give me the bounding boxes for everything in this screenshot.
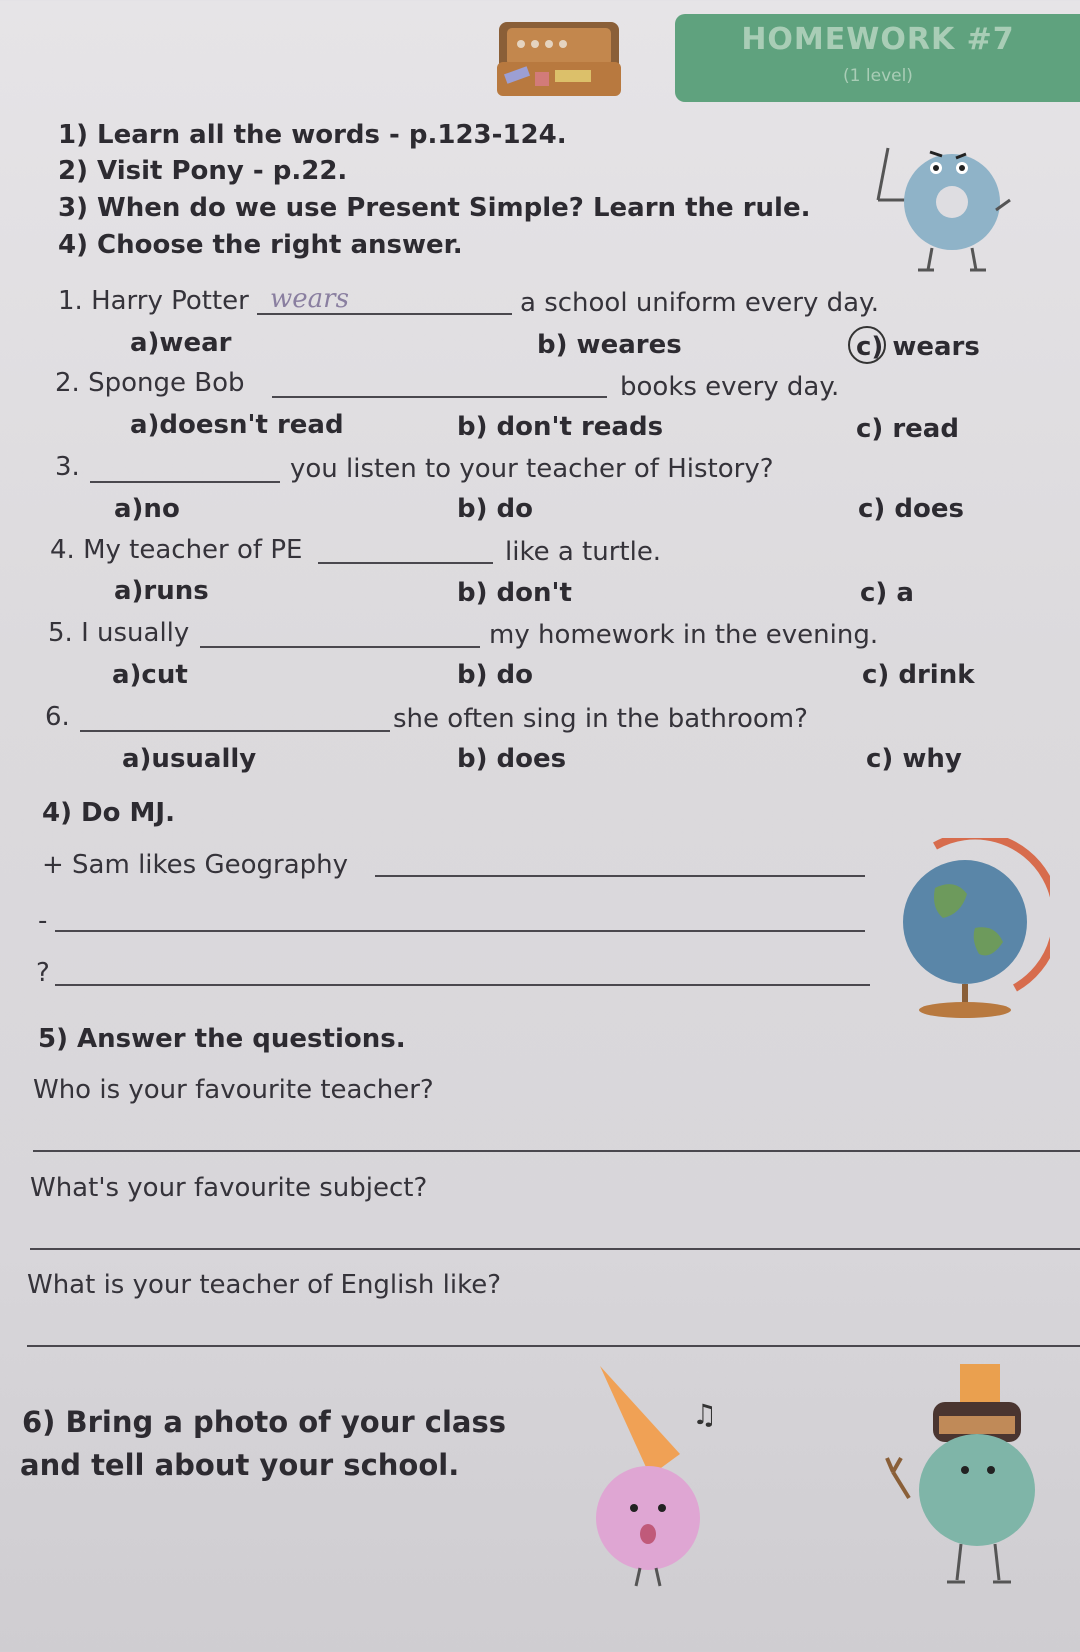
- q2-text-end: books every day.: [620, 372, 840, 402]
- q1-option-b[interactable]: b) weares: [537, 330, 682, 360]
- task-2: 2) Visit Pony - p.22.: [58, 156, 348, 186]
- q3-option-c[interactable]: c) does: [858, 494, 964, 524]
- q5-option-a[interactable]: a)cut: [112, 660, 188, 690]
- q2-option-b[interactable]: b) don't reads: [457, 412, 664, 442]
- q4-option-a[interactable]: a)runs: [114, 576, 209, 606]
- q5-blank[interactable]: [200, 646, 480, 648]
- header-title: HOMEWORK #7: [741, 22, 1015, 57]
- bring-photo-line-2: and tell about your school.: [20, 1448, 460, 1482]
- task-1: 1) Learn all the words - p.123-124.: [58, 120, 567, 150]
- header-subtitle: (1 level): [843, 66, 913, 86]
- answer-line-2[interactable]: [30, 1248, 1080, 1250]
- mj-question-blank[interactable]: [55, 984, 870, 986]
- mj-title: 4) Do MJ.: [42, 798, 175, 828]
- answer-question-1: Who is your favourite teacher?: [33, 1075, 434, 1105]
- task-3: 3) When do we use Present Simple? Learn the rule.: [58, 193, 811, 223]
- mj-negative-blank[interactable]: [55, 930, 865, 932]
- q2-option-c[interactable]: c) read: [856, 414, 959, 444]
- globe-illustration: [895, 838, 1050, 1024]
- q4-text-start: 4. My teacher of PE: [50, 535, 303, 565]
- ice-cream-character-illustration: [580, 1358, 730, 1588]
- answer-question-2: What's your favourite subject?: [30, 1173, 428, 1203]
- q5-text-end: my homework in the evening.: [489, 620, 879, 650]
- mj-positive-blank[interactable]: [375, 875, 865, 877]
- q6-option-a[interactable]: a)usually: [122, 744, 257, 774]
- q3-option-b[interactable]: b) do: [457, 494, 534, 524]
- q1-option-c[interactable]: c) wears: [856, 332, 980, 362]
- answer-line-1[interactable]: [33, 1150, 1080, 1152]
- school-bag-illustration: [495, 14, 625, 100]
- q2-blank[interactable]: [272, 396, 607, 398]
- q1-handwritten-answer: wears: [270, 284, 349, 314]
- answer-line-3[interactable]: [27, 1345, 1080, 1347]
- q2-text-start: 2. Sponge Bob: [55, 368, 245, 398]
- q4-text-end: like a turtle.: [505, 537, 662, 567]
- donut-character-illustration: [870, 140, 1030, 280]
- task-4: 4) Choose the right answer.: [58, 230, 463, 260]
- music-note-icon: ♫: [692, 1398, 718, 1431]
- mj-question-mark: ?: [36, 958, 50, 988]
- q6-option-b[interactable]: b) does: [457, 744, 567, 774]
- q3-text-end: you listen to your teacher of History?: [290, 454, 774, 484]
- mj-negative-mark: -: [38, 906, 48, 936]
- q5-text-start: 5. I usually: [48, 618, 190, 648]
- answer-question-3: What is your teacher of English like?: [27, 1270, 502, 1300]
- cake-character-illustration: [885, 1358, 1045, 1590]
- mj-positive: + Sam likes Geography: [42, 850, 349, 880]
- bring-photo-line-1: 6) Bring a photo of your class: [22, 1405, 506, 1439]
- q5-option-b[interactable]: b) do: [457, 660, 534, 690]
- q2-option-a[interactable]: a)doesn't read: [130, 410, 344, 440]
- q4-blank[interactable]: [318, 562, 493, 564]
- q6-text-end: she often sing in the bathroom?: [393, 704, 808, 734]
- q1-text-end: a school uniform every day.: [520, 288, 879, 318]
- q1-text-start: 1. Harry Potter: [58, 286, 249, 316]
- q6-text-start: 6.: [45, 702, 70, 732]
- answer-section-title: 5) Answer the questions.: [38, 1024, 406, 1054]
- q3-text-start: 3.: [55, 452, 80, 482]
- q5-option-c[interactable]: c) drink: [862, 660, 975, 690]
- q4-option-b[interactable]: b) don't: [457, 578, 572, 608]
- q4-option-c[interactable]: c) a: [860, 578, 914, 608]
- q6-blank[interactable]: [80, 730, 390, 732]
- q6-option-c[interactable]: c) why: [866, 744, 962, 774]
- q1-option-a[interactable]: a)wear: [130, 328, 232, 358]
- q3-blank[interactable]: [90, 481, 280, 483]
- q3-option-a[interactable]: a)no: [114, 494, 180, 524]
